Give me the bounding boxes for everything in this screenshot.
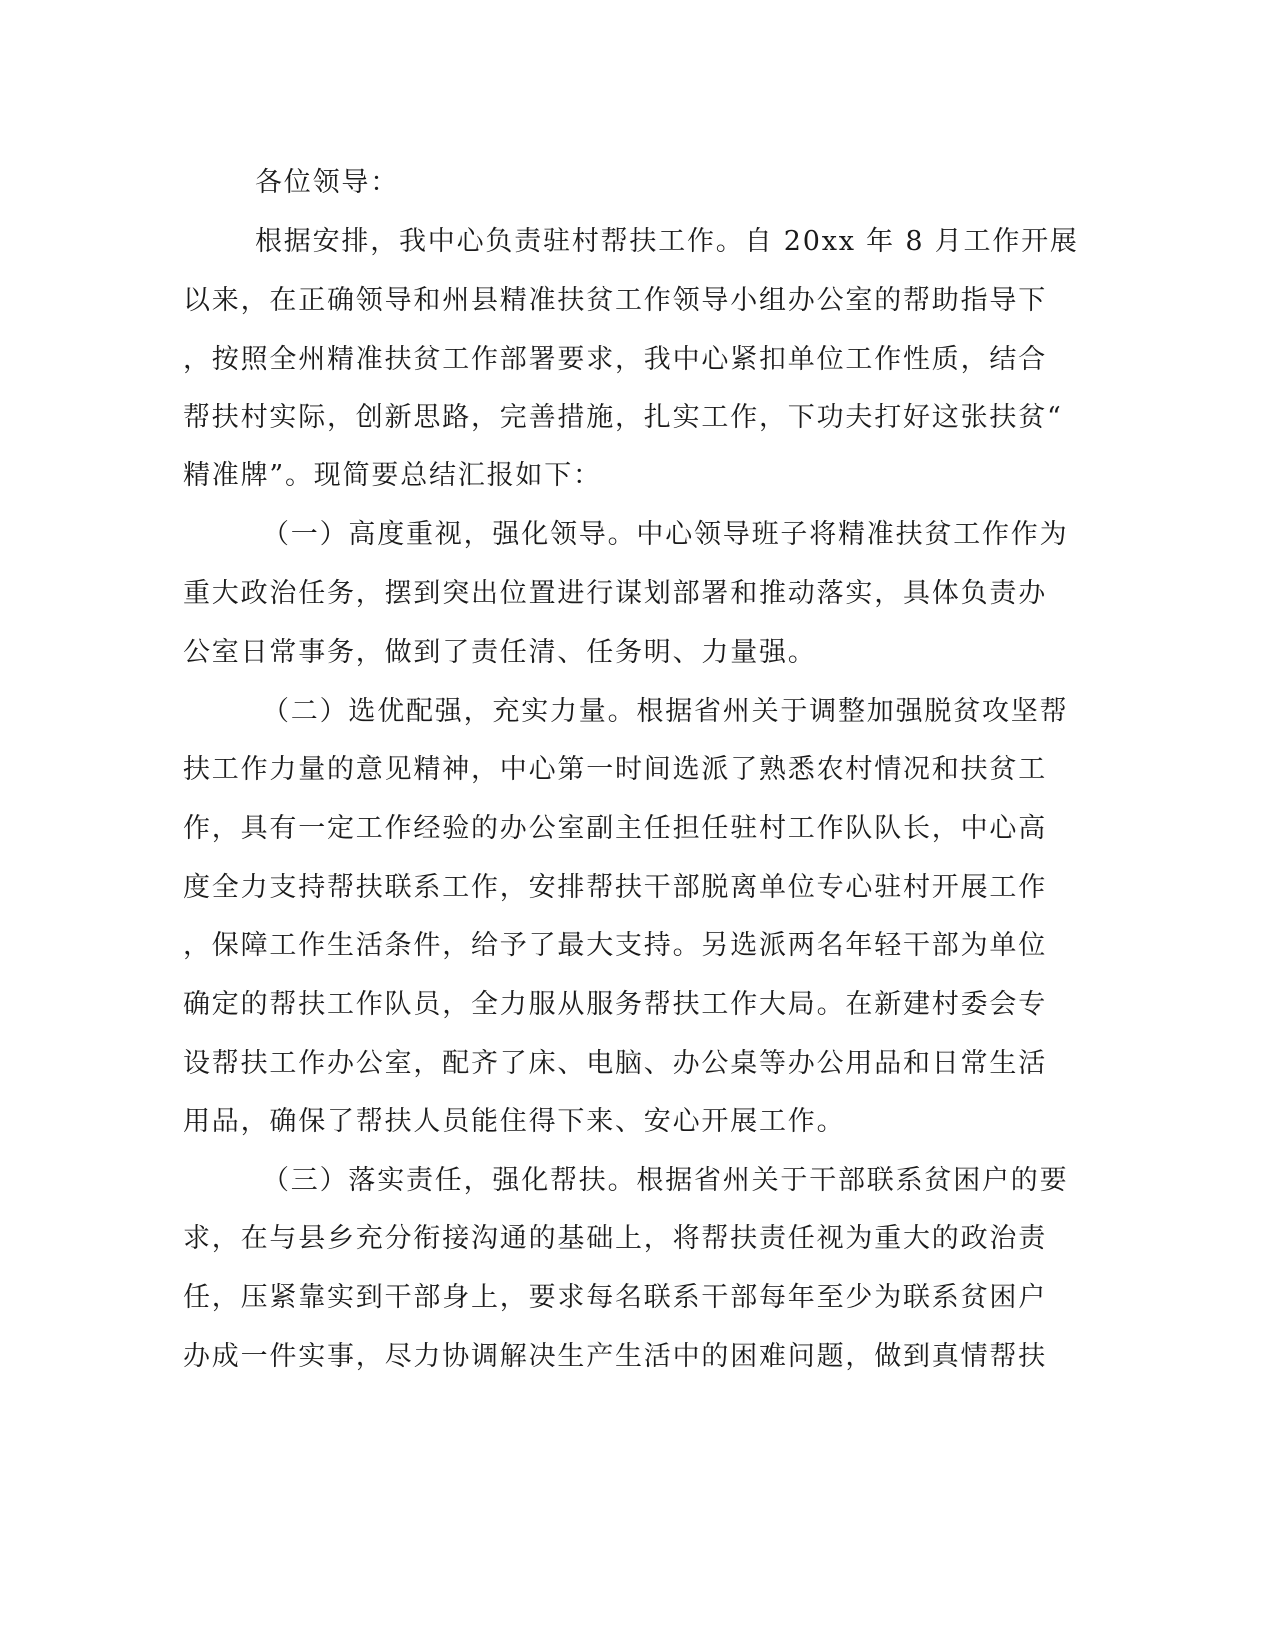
paragraph-line: ，保障工作生活条件，给予了最大支持。另选派两名年轻干部为单位	[183, 930, 1047, 961]
section-heading-line: （二）选优配强，充实力量。根据省州关于调整加强脱贫攻坚帮	[262, 696, 1069, 727]
paragraph-line: 重大政治任务，摆到突出位置进行谋划部署和推动落实，具体负责办	[183, 578, 1047, 609]
paragraph-line: 帮扶村实际，创新思路，完善措施，扎实工作，下功夫打好这张扶贫“	[183, 402, 1063, 433]
paragraph-line: 设帮扶工作办公室，配齐了床、电脑、办公桌等办公用品和日常生活	[183, 1048, 1047, 1079]
paragraph-line: 办成一件实事，尽力协调解决生产生活中的困难问题，做到真情帮扶	[183, 1341, 1047, 1372]
paragraph-line: 以来，在正确领导和州县精准扶贫工作领导小组办公室的帮助指导下	[183, 285, 1047, 316]
paragraph-line: 精准牌”。现简要总结汇报如下：	[183, 460, 602, 491]
paragraph-line: 用品，确保了帮扶人员能住得下来、安心开展工作。	[183, 1106, 846, 1137]
salutation: 各位领导：	[255, 167, 399, 198]
paragraph-line: 根据安排，我中心负责驻村帮扶工作。自 20xx 年 8 月工作开展	[255, 226, 1079, 257]
paragraph-line: 确定的帮扶工作队员，全力服从服务帮扶工作大局。在新建村委会专	[183, 989, 1047, 1020]
paragraph-line: ，按照全州精准扶贫工作部署要求，我中心紧扣单位工作性质，结合	[183, 344, 1047, 375]
paragraph-line: 公室日常事务，做到了责任清、任务明、力量强。	[183, 637, 817, 668]
paragraph-line: 作，具有一定工作经验的办公室副主任担任驻村工作队队长，中心高	[183, 813, 1047, 844]
paragraph-line: 度全力支持帮扶联系工作，安排帮扶干部脱离单位专心驻村开展工作	[183, 872, 1047, 903]
section-heading-line: （一）高度重视，强化领导。中心领导班子将精准扶贫工作作为	[262, 519, 1069, 550]
section-heading-line: （三）落实责任，强化帮扶。根据省州关于干部联系贫困户的要	[262, 1165, 1069, 1196]
paragraph-line: 任，压紧靠实到干部身上，要求每名联系干部每年至少为联系贫困户	[183, 1282, 1047, 1313]
paragraph-line: 求，在与县乡充分衔接沟通的基础上，将帮扶责任视为重大的政治责	[183, 1223, 1047, 1254]
paragraph-line: 扶工作力量的意见精神，中心第一时间选派了熟悉农村情况和扶贫工	[183, 754, 1047, 785]
